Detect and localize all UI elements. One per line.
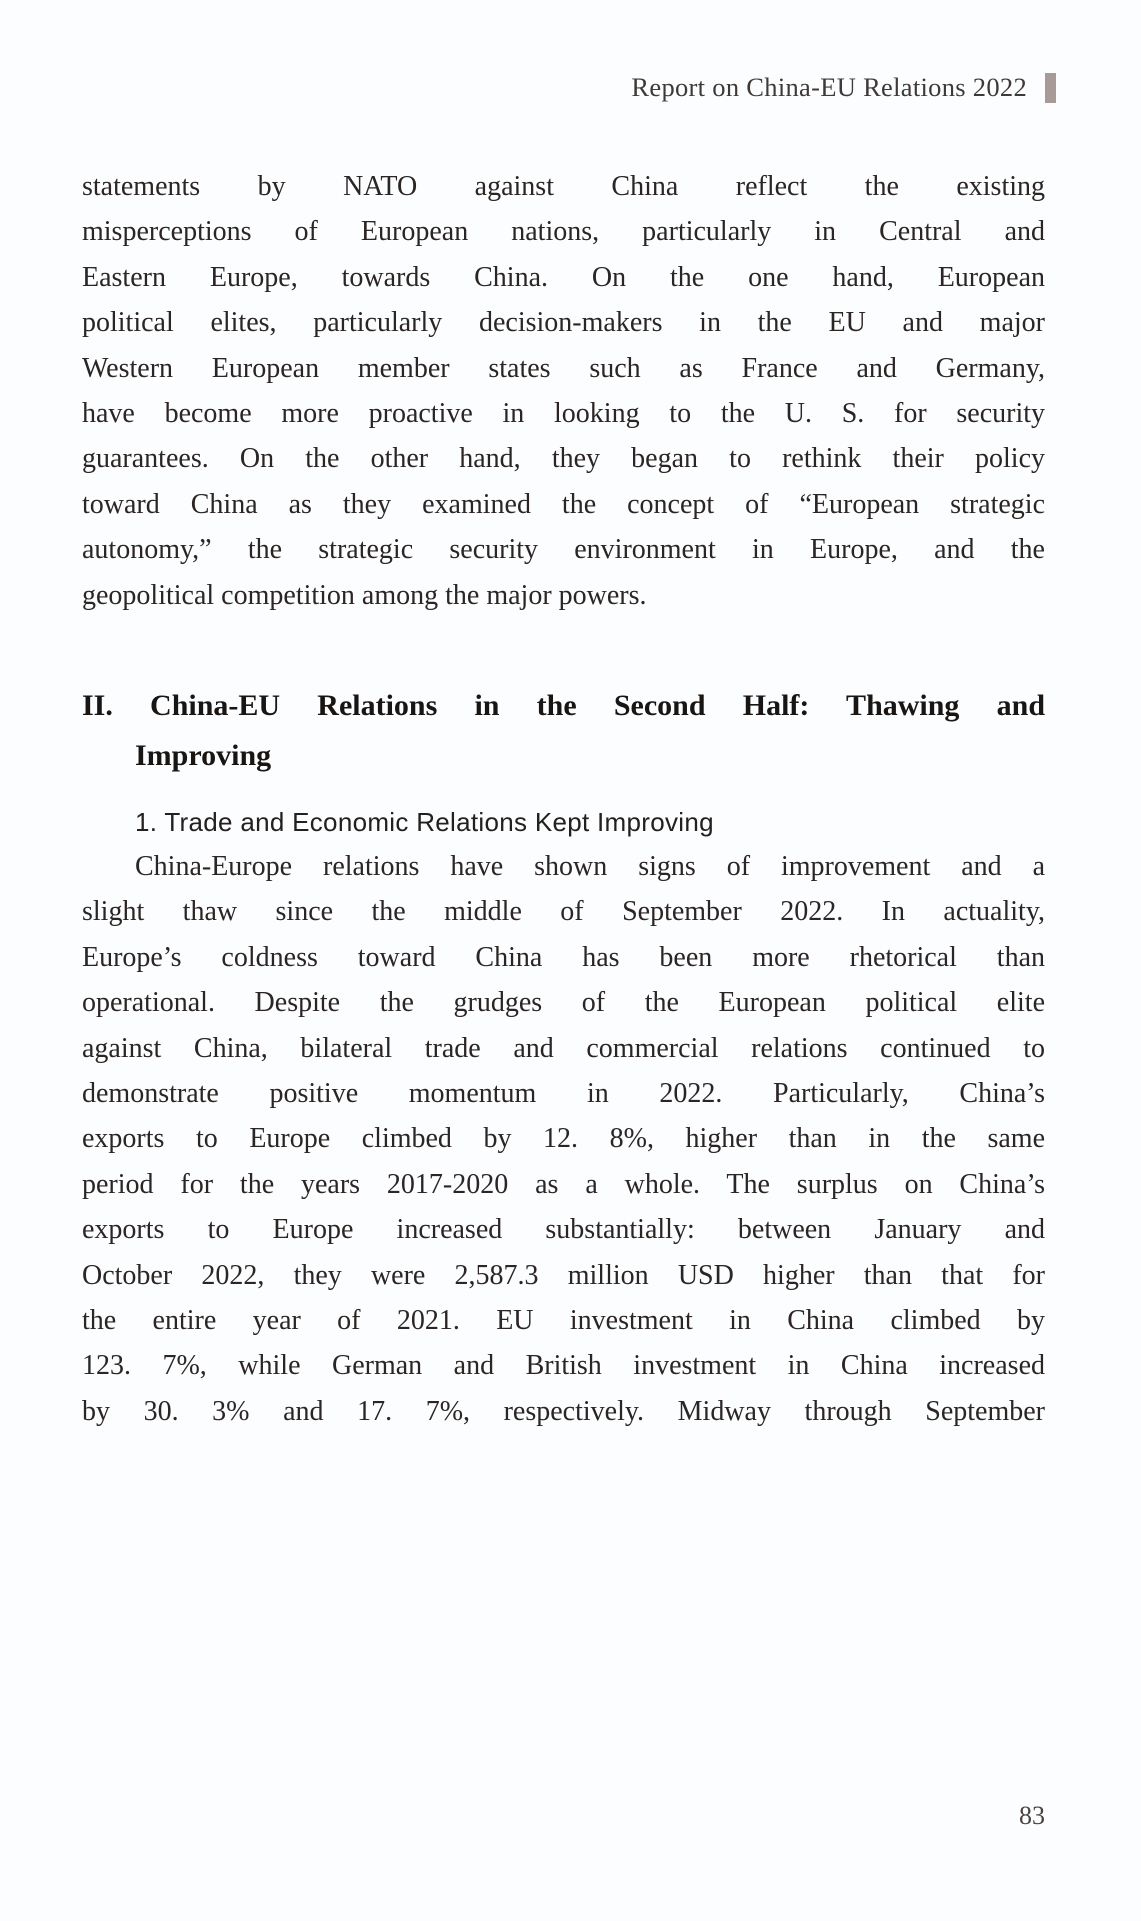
section-heading-line1: II. China-EU Relations in the Second Half: Thawing and <box>82 689 1045 722</box>
text-block <box>82 0 1045 1921</box>
text-line: political elites, particularly decision-makers in the EU and major <box>82 307 1045 339</box>
text-line: slight thaw since the middle of September 2022. In actuality, <box>82 896 1045 928</box>
text-line: geopolitical competition among the major powers. <box>82 579 647 611</box>
subsection-heading: 1. Trade and Economic Relations Kept Improving <box>135 807 714 837</box>
text-line: statements by NATO against China reflect the existing <box>82 171 1045 202</box>
header-accent-bar <box>1045 73 1056 103</box>
text-line: toward China as they examined the concept of “European strategic <box>82 488 1045 520</box>
text-line: China-Europe relations have shown signs of improvement and a <box>135 851 1045 882</box>
running-head-title: Report on China-EU Relations 2022 <box>631 72 1027 102</box>
section-heading-line2: Improving <box>135 739 272 772</box>
text-line: Eastern Europe, towards China. On the one hand, European <box>82 261 1045 293</box>
text-line: operational. Despite the grudges of the European political elite <box>82 987 1045 1019</box>
text-line: guarantees. On the other hand, they began to rethink their policy <box>82 443 1045 475</box>
page-header <box>82 72 1056 103</box>
text-line: autonomy,” the strategic security environment in Europe, and the <box>82 534 1045 566</box>
page-number: 83 <box>1019 1801 1045 1830</box>
text-line: misperceptions of European nations, particularly in Central and <box>82 216 1045 248</box>
text-line: exports to Europe increased substantially: between January and <box>82 1214 1045 1246</box>
text-line: by 30. 3% and 17. 7%, respectively. Midway through September <box>82 1395 1045 1427</box>
text-line: Western European member states such as France and Germany, <box>82 352 1045 384</box>
section-heading <box>82 681 1045 781</box>
text-line: exports to Europe climbed by 12. 8%, higher than in the same <box>82 1123 1045 1155</box>
text-line: period for the years 2017-2020 as a whole. The surplus on China’s <box>82 1168 1045 1200</box>
paragraph-trade-relations <box>82 844 1045 1434</box>
text-line: the entire year of 2021. EU investment in China climbed by <box>82 1304 1045 1336</box>
text-line: Europe’s coldness toward China has been more rhetorical than <box>82 941 1045 973</box>
text-line: have become more proactive in looking to the U. S. for security <box>82 397 1045 429</box>
text-line: 123. 7%, while German and British investment in China increased <box>82 1350 1045 1382</box>
paragraph-continuation <box>82 164 1045 618</box>
text-line: against China, bilateral trade and commercial relations continued to <box>82 1032 1045 1064</box>
text-line: demonstrate positive momentum in 2022. Particularly, China’s <box>82 1077 1045 1109</box>
text-line: October 2022, they were 2,587.3 million USD higher than that for <box>82 1259 1045 1291</box>
